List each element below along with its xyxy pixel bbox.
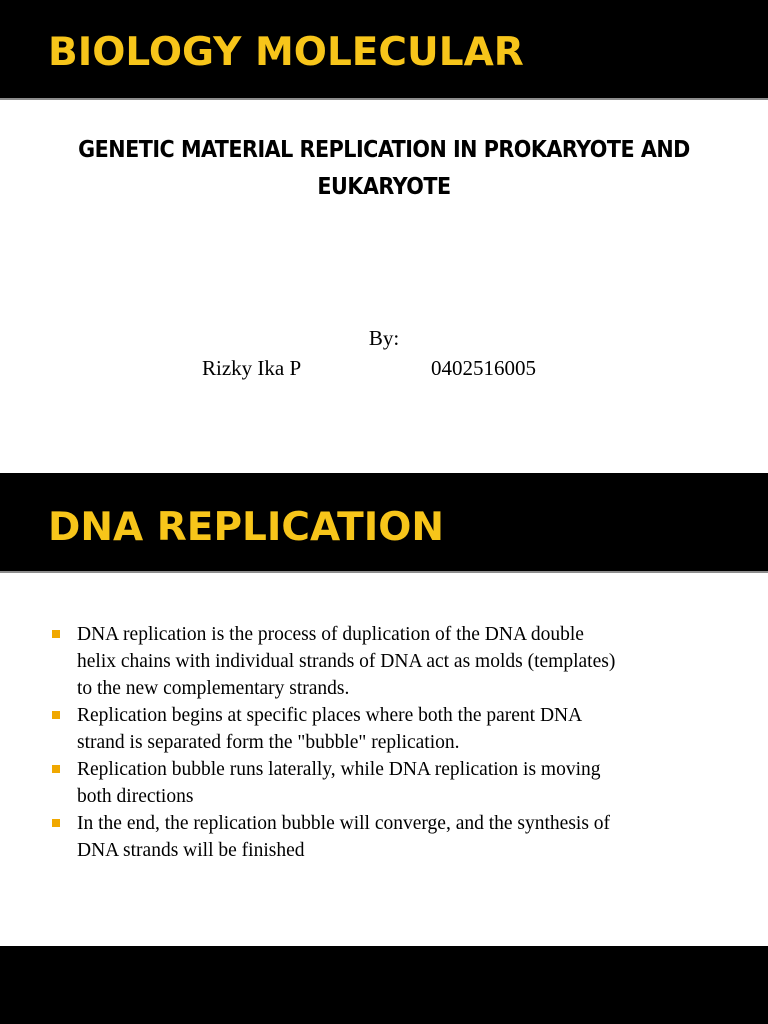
bullet-item bbox=[52, 702, 732, 756]
bullet-text-line: DNA strands will be finished bbox=[77, 840, 305, 861]
bullet-text-line: strand is separated form the "bubble" replication. bbox=[77, 732, 460, 753]
bullet-item bbox=[52, 756, 732, 810]
slide1-subtitle-line2: EUKARYOTE bbox=[317, 174, 451, 200]
square-bullet-icon bbox=[52, 819, 60, 827]
bullet-list bbox=[52, 621, 732, 864]
bullet-text-line: Replication bubble runs laterally, while DNA replication is moving bbox=[77, 759, 601, 780]
bullet-text-line: helix chains with individual strands of DNA act as molds (templates) bbox=[77, 651, 616, 672]
bullet-item bbox=[52, 621, 732, 702]
bullet-text-line: DNA replication is the process of duplication of the DNA double bbox=[77, 624, 584, 645]
bullet-item bbox=[52, 810, 732, 864]
slide1-subtitle-line1: GENETIC MATERIAL REPLICATION IN PROKARYOTE AND bbox=[78, 137, 690, 163]
slide2-title: DNA REPLICATION bbox=[48, 505, 445, 550]
slide1-title: BIOLOGY MOLECULAR bbox=[48, 30, 524, 75]
bullet-text-line: to the new complementary strands. bbox=[77, 678, 350, 699]
bullet-text-line: both directions bbox=[77, 786, 194, 807]
square-bullet-icon bbox=[52, 711, 60, 719]
square-bullet-icon bbox=[52, 630, 60, 638]
bullet-text-line: In the end, the replication bubble will converge, and the synthesis of bbox=[77, 813, 611, 834]
slide1-subtitle bbox=[60, 132, 708, 206]
bullet-text-line: Replication begins at specific places where both the parent DNA bbox=[77, 705, 583, 726]
student-id: 0402516005 bbox=[431, 356, 536, 380]
by-label: By: bbox=[368, 326, 400, 350]
square-bullet-icon bbox=[52, 765, 60, 773]
author-name: Rizky Ika P bbox=[202, 356, 302, 380]
next-slide-banner bbox=[0, 946, 768, 1024]
slide2-title-banner bbox=[0, 473, 768, 573]
slide1-title-banner bbox=[0, 0, 768, 100]
